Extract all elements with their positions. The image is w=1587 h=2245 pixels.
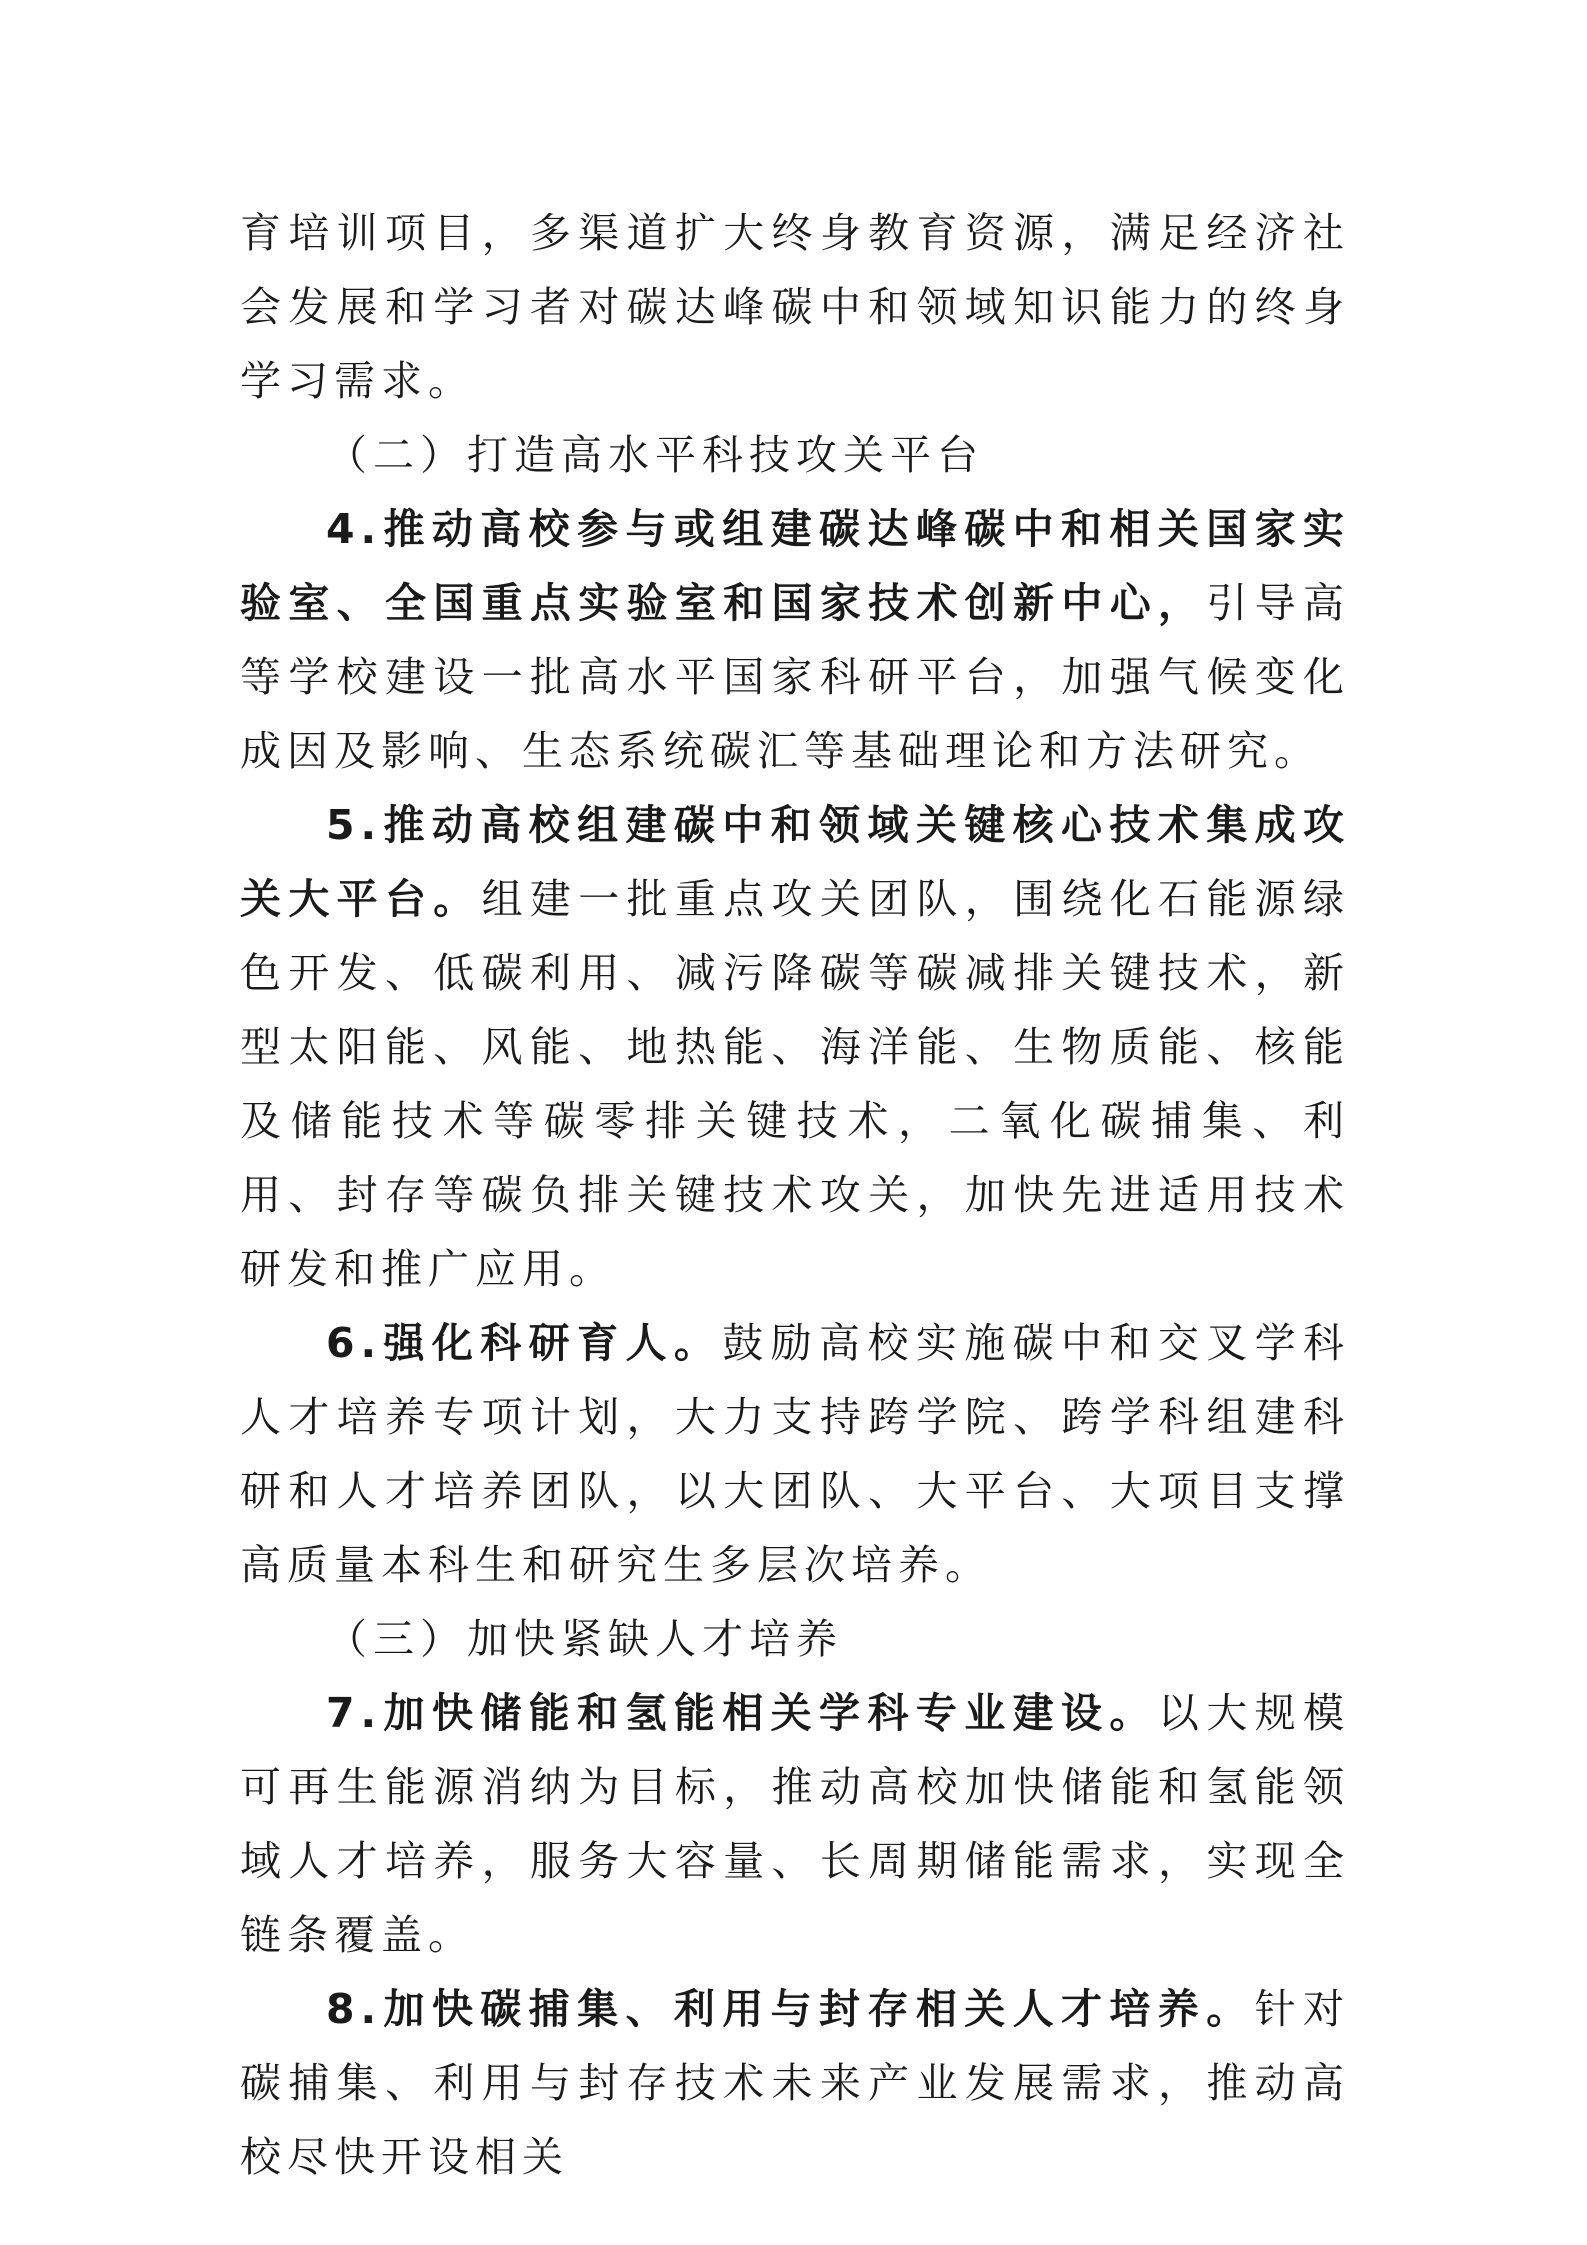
paragraph-text: 鼓励高校实施碳中和交叉学科人才培养专项计划，大力支持跨学院、跨学科组建科研和人才培养团队，以大团队、大平台、大项目支撑高质量本科生和研究生多层次培养。: [240, 1319, 1350, 1589]
paragraph-text: 引导高等学校建设一批高水平国家科研平台，加强气候变化成因及影响、生态系统碳汇等基础理论和方法研究。: [240, 579, 1351, 775]
paragraph-item-6: [240, 1306, 1350, 1602]
paragraph-lead: 7.加快储能和氢能相关学科专业建设。: [326, 1689, 1158, 1737]
section-heading-2: [240, 418, 1350, 492]
paragraph-continuation: [240, 196, 1350, 418]
section-heading-3: [240, 1602, 1350, 1676]
paragraph-item-5: [240, 788, 1350, 1306]
paragraph-lead: 6.强化科研育人。: [326, 1319, 723, 1367]
section-heading-text: （三）加快紧缺人才培养: [326, 1615, 843, 1663]
paragraph-lead: 5.推动高校组建碳中和领域关键核心技术集成攻关大平台。: [240, 801, 1350, 923]
paragraph-text: 以大规模可再生能源消纳为目标，推动高校加快储能和氢能领域人才培养，服务大容量、长周期储能需求，实现全链条覆盖。: [240, 1689, 1350, 1959]
paragraph-text: 育培训项目，多渠道扩大终身教育资源，满足经济社会发展和学习者对碳达峰碳中和领域知识能力的终身学习需求。: [240, 209, 1350, 405]
paragraph-item-4: [240, 492, 1350, 788]
section-heading-text: （二）打造高水平科技攻关平台: [326, 431, 984, 479]
document-body: [240, 196, 1350, 2194]
paragraph-text: 针对碳捕集、利用与封存技术未来产业发展需求，推动高校尽快开设相关: [240, 1985, 1351, 2181]
paragraph-lead: 4.推动高校参与或组建碳达峰碳中和相关国家实验室、全国重点实验室和国家技术创新中心，: [240, 505, 1350, 627]
paragraph-item-7: [240, 1676, 1350, 1972]
paragraph-text: 组建一批重点攻关团队，围绕化石能源绿色开发、低碳利用、减污降碳等碳减排关键技术，新型太阳能、风能、地热能、海洋能、生物质能、核能及储能技术等碳零排关键技术，二氧化碳捕集、利用、封存等碳负排关键技术攻关，加快先进适用技术研发和推广应用。: [240, 875, 1351, 1293]
paragraph-lead: 8.加快碳捕集、利用与封存相关人才培养。: [326, 1985, 1255, 2033]
paragraph-item-8: [240, 1972, 1350, 2194]
